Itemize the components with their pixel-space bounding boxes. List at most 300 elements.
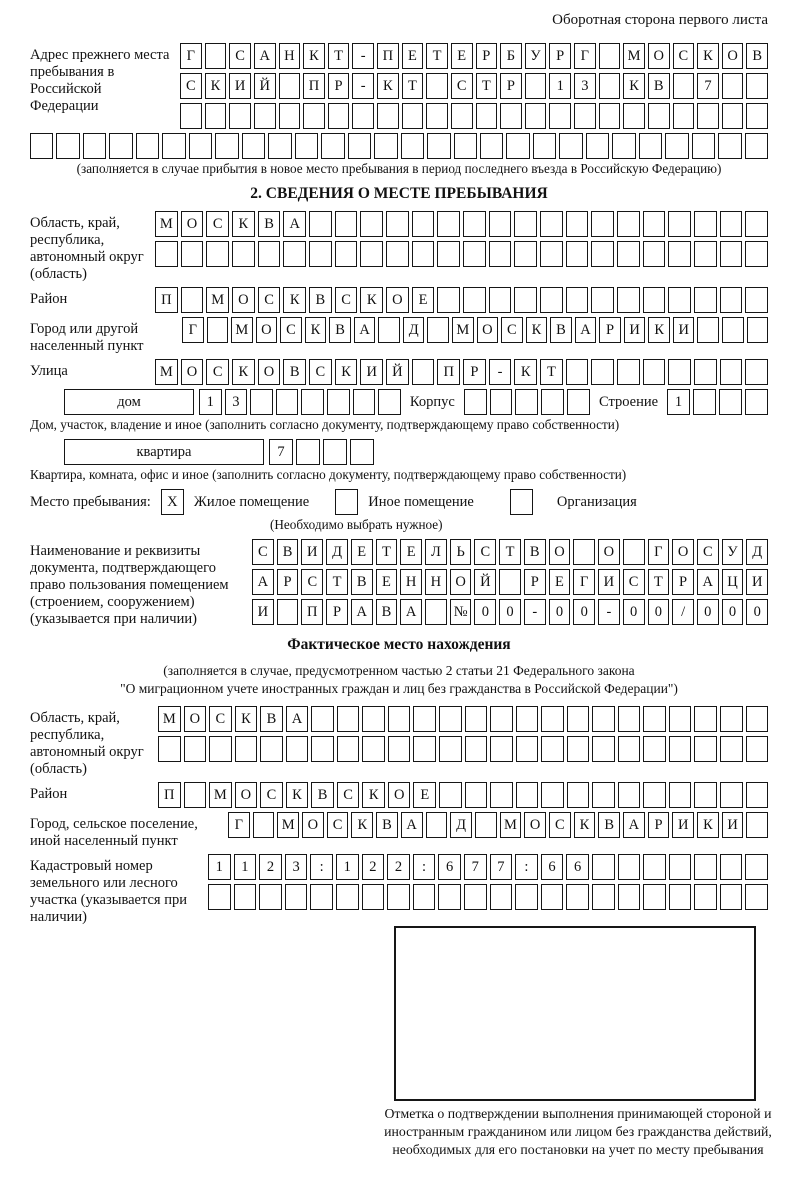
char-cell: С [501, 317, 523, 343]
char-cell: В [351, 569, 373, 595]
char-cell: 1 [199, 389, 222, 415]
char-cell [465, 782, 488, 808]
char-cell [722, 317, 744, 343]
char-cell: В [746, 43, 768, 69]
char-cell [386, 241, 409, 267]
char-cell [500, 103, 522, 129]
char-cell: В [524, 539, 546, 565]
char-cell [746, 706, 769, 732]
char-cell: К [232, 211, 255, 237]
char-cell: К [205, 73, 227, 99]
document-row-1 [252, 539, 768, 565]
char-cell [279, 73, 301, 99]
char-cell [328, 103, 350, 129]
char-cell: Д [746, 539, 768, 565]
stay-type-note: (Необходимо выбрать нужное) [270, 517, 443, 532]
char-cell [573, 539, 595, 565]
char-cell [412, 359, 435, 385]
char-cell [567, 389, 590, 415]
char-cell: : [515, 854, 538, 880]
char-cell: В [283, 359, 306, 385]
char-cell [694, 241, 717, 267]
stay-type-checkbox-other [335, 489, 358, 515]
char-cell: О [672, 539, 694, 565]
prev-address-row-1 [180, 43, 768, 69]
char-cell [720, 854, 743, 880]
char-cell: Ц [722, 569, 744, 595]
char-cell: И [722, 812, 744, 838]
char-cell [30, 133, 53, 159]
char-cell [475, 812, 497, 838]
char-cell [746, 782, 769, 808]
char-cell: А [623, 812, 645, 838]
house-number-cells [199, 389, 401, 415]
char-cell [162, 133, 185, 159]
char-cell [515, 884, 538, 910]
char-cell: № [450, 599, 472, 625]
char-cell: М [209, 782, 232, 808]
char-cell: Г [573, 569, 595, 595]
char-cell [327, 389, 350, 415]
char-cell [694, 211, 717, 237]
char-cell: К [514, 359, 537, 385]
char-cell: Г [648, 539, 670, 565]
char-cell: : [310, 854, 333, 880]
char-cell: К [286, 782, 309, 808]
char-cell: Т [499, 539, 521, 565]
char-cell [718, 133, 741, 159]
char-cell: С [337, 782, 360, 808]
char-cell: К [235, 706, 258, 732]
char-cell: Й [386, 359, 409, 385]
char-cell [720, 287, 743, 313]
actual-location-title: Фактическое место нахождения [287, 636, 511, 653]
char-cell [514, 287, 537, 313]
char-cell [158, 736, 181, 762]
char-cell [387, 884, 410, 910]
char-cell: Е [549, 569, 571, 595]
char-cell [336, 884, 359, 910]
char-cell [694, 884, 717, 910]
stay-type-option-organization: Организация [556, 493, 637, 510]
char-cell: Г [228, 812, 250, 838]
char-cell: Е [412, 287, 435, 313]
char-cell [378, 389, 401, 415]
char-cell [599, 73, 621, 99]
char-cell [463, 211, 486, 237]
char-cell [567, 736, 590, 762]
char-cell [232, 241, 255, 267]
street-label: Улица [30, 363, 68, 379]
char-cell [402, 103, 424, 129]
char-cell [259, 884, 282, 910]
char-cell: С [623, 569, 645, 595]
char-cell [254, 103, 276, 129]
char-cell [489, 241, 512, 267]
char-cell [377, 103, 399, 129]
char-cell: Н [279, 43, 301, 69]
char-cell: 2 [387, 854, 410, 880]
char-cell: П [303, 73, 325, 99]
char-cell: К [377, 73, 399, 99]
char-cell [541, 706, 564, 732]
char-cell [745, 211, 768, 237]
char-cell: А [400, 599, 422, 625]
char-cell [268, 133, 291, 159]
char-cell [181, 287, 204, 313]
char-cell [592, 706, 615, 732]
char-cell [463, 241, 486, 267]
char-cell: Р [326, 599, 348, 625]
char-cell: О [648, 43, 670, 69]
char-cell [694, 359, 717, 385]
char-cell [283, 241, 306, 267]
char-cell: О [302, 812, 324, 838]
stay-type-checkbox-residential: X [161, 489, 184, 515]
char-cell: Т [540, 359, 563, 385]
char-cell [180, 103, 202, 129]
char-cell: С [260, 782, 283, 808]
char-cell: И [229, 73, 251, 99]
char-cell [746, 103, 768, 129]
char-cell: В [376, 812, 398, 838]
char-cell: Е [413, 782, 436, 808]
char-cell: Г [182, 317, 204, 343]
char-cell: - [352, 43, 374, 69]
char-cell: О [181, 359, 204, 385]
char-cell [437, 211, 460, 237]
char-cell [746, 73, 768, 99]
char-cell [250, 389, 273, 415]
char-cell [639, 133, 662, 159]
char-cell: С [280, 317, 302, 343]
char-cell [591, 241, 614, 267]
char-cell [540, 241, 563, 267]
apartment-box-label: квартира [64, 439, 264, 465]
actual-region-block [30, 706, 768, 778]
char-cell [745, 389, 768, 415]
char-cell [694, 736, 717, 762]
char-cell [323, 439, 347, 465]
char-cell [335, 211, 358, 237]
char-cell [747, 317, 769, 343]
char-cell [109, 133, 132, 159]
char-cell [669, 706, 692, 732]
char-cell [540, 287, 563, 313]
char-cell: С [697, 539, 719, 565]
char-cell: Т [648, 569, 670, 595]
char-cell [437, 287, 460, 313]
char-cell: Р [463, 359, 486, 385]
char-cell [673, 73, 695, 99]
char-cell: Т [476, 73, 498, 99]
char-cell: Т [402, 73, 424, 99]
char-cell [362, 884, 385, 910]
char-cell [310, 884, 333, 910]
actual-city-block [30, 812, 768, 850]
char-cell [592, 736, 615, 762]
char-cell: О [722, 43, 744, 69]
char-cell [617, 359, 640, 385]
char-cell [413, 736, 436, 762]
char-cell: С [258, 287, 281, 313]
apartment-note: Квартира, комната, офис и иное (заполнить согласно документу, подтверждающему право собственности) [30, 467, 627, 482]
char-cell: Ь [450, 539, 472, 565]
char-cell [618, 854, 641, 880]
char-cell [566, 241, 589, 267]
char-cell [480, 133, 503, 159]
char-cell: Р [648, 812, 670, 838]
char-cell: М [277, 812, 299, 838]
char-cell: 7 [697, 73, 719, 99]
char-cell: К [697, 43, 719, 69]
char-cell: Т [326, 569, 348, 595]
char-cell: 1 [234, 854, 257, 880]
char-cell [348, 133, 371, 159]
char-cell: 1 [667, 389, 690, 415]
char-cell: К [283, 287, 306, 313]
char-cell: 3 [285, 854, 308, 880]
char-cell: 0 [746, 599, 768, 625]
char-cell: Р [476, 43, 498, 69]
char-cell [277, 599, 299, 625]
char-cell: Р [328, 73, 350, 99]
char-cell: 3 [225, 389, 248, 415]
char-cell: С [206, 359, 229, 385]
char-cell: П [437, 359, 460, 385]
char-cell: О [386, 287, 409, 313]
char-cell [516, 782, 539, 808]
char-cell [643, 241, 666, 267]
char-cell: М [623, 43, 645, 69]
cadastral-row-1 [208, 854, 768, 880]
char-cell: И [360, 359, 383, 385]
stamp-caption: Отметка о подтверждении выполнения принимающей стороной и иностранным гражданином или лицом без гражданства действий, необходимых для его постановки на учет по месту пребывания [384, 1106, 772, 1157]
char-cell: М [155, 211, 178, 237]
char-cell: Й [254, 73, 276, 99]
char-cell [463, 287, 486, 313]
char-cell: Е [376, 569, 398, 595]
char-cell [720, 706, 743, 732]
char-cell: С [451, 73, 473, 99]
char-cell: 0 [573, 599, 595, 625]
city-block [30, 317, 768, 355]
char-cell [337, 706, 360, 732]
char-cell: А [575, 317, 597, 343]
char-cell: Р [277, 569, 299, 595]
char-cell: К [360, 287, 383, 313]
char-cell [541, 782, 564, 808]
char-cell: Е [400, 539, 422, 565]
char-cell: Т [328, 43, 350, 69]
char-cell [490, 389, 513, 415]
char-cell [618, 736, 641, 762]
char-cell [669, 854, 692, 880]
char-cell: С [309, 359, 332, 385]
char-cell [454, 133, 477, 159]
char-cell: К [526, 317, 548, 343]
char-cell: М [500, 812, 522, 838]
char-cell: В [550, 317, 572, 343]
char-cell [697, 103, 719, 129]
char-cell [617, 287, 640, 313]
char-cell [549, 103, 571, 129]
char-cell [286, 736, 309, 762]
char-cell [668, 211, 691, 237]
char-cell: С [252, 539, 274, 565]
char-cell [303, 103, 325, 129]
char-cell: 6 [541, 854, 564, 880]
char-cell [669, 884, 692, 910]
char-cell [722, 103, 744, 129]
char-cell: А [286, 706, 309, 732]
char-cell [451, 103, 473, 129]
char-cell: Г [180, 43, 202, 69]
char-cell: / [672, 599, 694, 625]
char-cell: А [252, 569, 274, 595]
char-cell [205, 43, 227, 69]
char-cell: 0 [697, 599, 719, 625]
char-cell [311, 706, 334, 732]
char-cell: Р [599, 317, 621, 343]
char-cell [617, 241, 640, 267]
char-cell [279, 103, 301, 129]
char-cell [438, 884, 461, 910]
char-cell [136, 133, 159, 159]
char-cell [378, 317, 400, 343]
char-cell [648, 103, 670, 129]
char-cell [599, 103, 621, 129]
char-cell [643, 736, 666, 762]
cadastral-row-2 [208, 884, 768, 910]
char-cell [260, 736, 283, 762]
actual-location-note-1: (заполняется в случае, предусмотренном частью 2 статьи 21 Федерального закона [163, 663, 635, 678]
char-cell: К [351, 812, 373, 838]
char-cell [206, 241, 229, 267]
char-cell [295, 133, 318, 159]
char-cell: - [352, 73, 374, 99]
char-cell [309, 211, 332, 237]
char-cell [207, 317, 229, 343]
char-cell [253, 812, 275, 838]
char-cell [362, 736, 385, 762]
char-cell [697, 317, 719, 343]
stay-type-option-residential: Жилое помещение [193, 493, 310, 510]
street-block [30, 359, 768, 385]
char-cell: С [673, 43, 695, 69]
char-cell [567, 706, 590, 732]
prev-address-row-2 [180, 73, 768, 99]
char-cell: О [598, 539, 620, 565]
char-cell: В [598, 812, 620, 838]
char-cell: В [329, 317, 351, 343]
apartment-cells [269, 439, 374, 465]
char-cell [694, 782, 717, 808]
char-cell: Р [549, 43, 571, 69]
char-cell [476, 103, 498, 129]
char-cell [693, 389, 716, 415]
char-cell [745, 241, 768, 267]
char-cell: П [377, 43, 399, 69]
char-cell [360, 211, 383, 237]
char-cell [692, 133, 715, 159]
actual-city-label: Город, сельское поселение, иной населенный пункт [30, 816, 198, 849]
char-cell: О [232, 287, 255, 313]
char-cell: Б [500, 43, 522, 69]
house-box-label: дом [64, 389, 194, 415]
char-cell: М [452, 317, 474, 343]
actual-district-row [158, 782, 768, 808]
char-cell [745, 287, 768, 313]
prev-address-note: (заполняется в случае прибытия в новое место пребывания в период последнего въезда в Российскую Федерацию) [76, 161, 722, 176]
char-cell: А [697, 569, 719, 595]
actual-city-row [228, 812, 768, 838]
char-cell [425, 599, 447, 625]
char-cell: П [301, 599, 323, 625]
char-cell [566, 287, 589, 313]
char-cell: П [155, 287, 178, 313]
char-cell [515, 389, 538, 415]
char-cell [592, 884, 615, 910]
char-cell: В [648, 73, 670, 99]
char-cell: Н [425, 569, 447, 595]
char-cell [525, 103, 547, 129]
char-cell [337, 736, 360, 762]
char-cell [335, 241, 358, 267]
char-cell: К [648, 317, 670, 343]
city-row [182, 317, 768, 343]
char-cell: М [231, 317, 253, 343]
char-cell: 2 [259, 854, 282, 880]
char-cell: - [489, 359, 512, 385]
char-cell: 0 [722, 599, 744, 625]
char-cell [746, 812, 768, 838]
char-cell: В [376, 599, 398, 625]
char-cell: 0 [499, 599, 521, 625]
char-cell [426, 812, 448, 838]
char-cell [276, 389, 299, 415]
char-cell: Й [474, 569, 496, 595]
char-cell [533, 133, 556, 159]
prev-address-row-4 [30, 133, 768, 159]
char-cell: П [158, 782, 181, 808]
char-cell: О [477, 317, 499, 343]
char-cell: 7 [464, 854, 487, 880]
char-cell: Е [402, 43, 424, 69]
char-cell: Е [351, 539, 373, 565]
char-cell [746, 736, 769, 762]
char-cell [439, 736, 462, 762]
char-cell: Л [425, 539, 447, 565]
cadastral-block [30, 854, 768, 925]
char-cell [591, 287, 614, 313]
char-cell [208, 884, 231, 910]
char-cell [719, 389, 742, 415]
char-cell [643, 854, 666, 880]
char-cell: Д [326, 539, 348, 565]
char-cell: В [311, 782, 334, 808]
char-cell [668, 287, 691, 313]
char-cell: С [327, 812, 349, 838]
char-cell [694, 854, 717, 880]
char-cell: И [301, 539, 323, 565]
char-cell [673, 103, 695, 129]
char-cell: У [525, 43, 547, 69]
char-cell [566, 884, 589, 910]
char-cell [184, 736, 207, 762]
char-cell [205, 103, 227, 129]
char-cell [490, 706, 513, 732]
